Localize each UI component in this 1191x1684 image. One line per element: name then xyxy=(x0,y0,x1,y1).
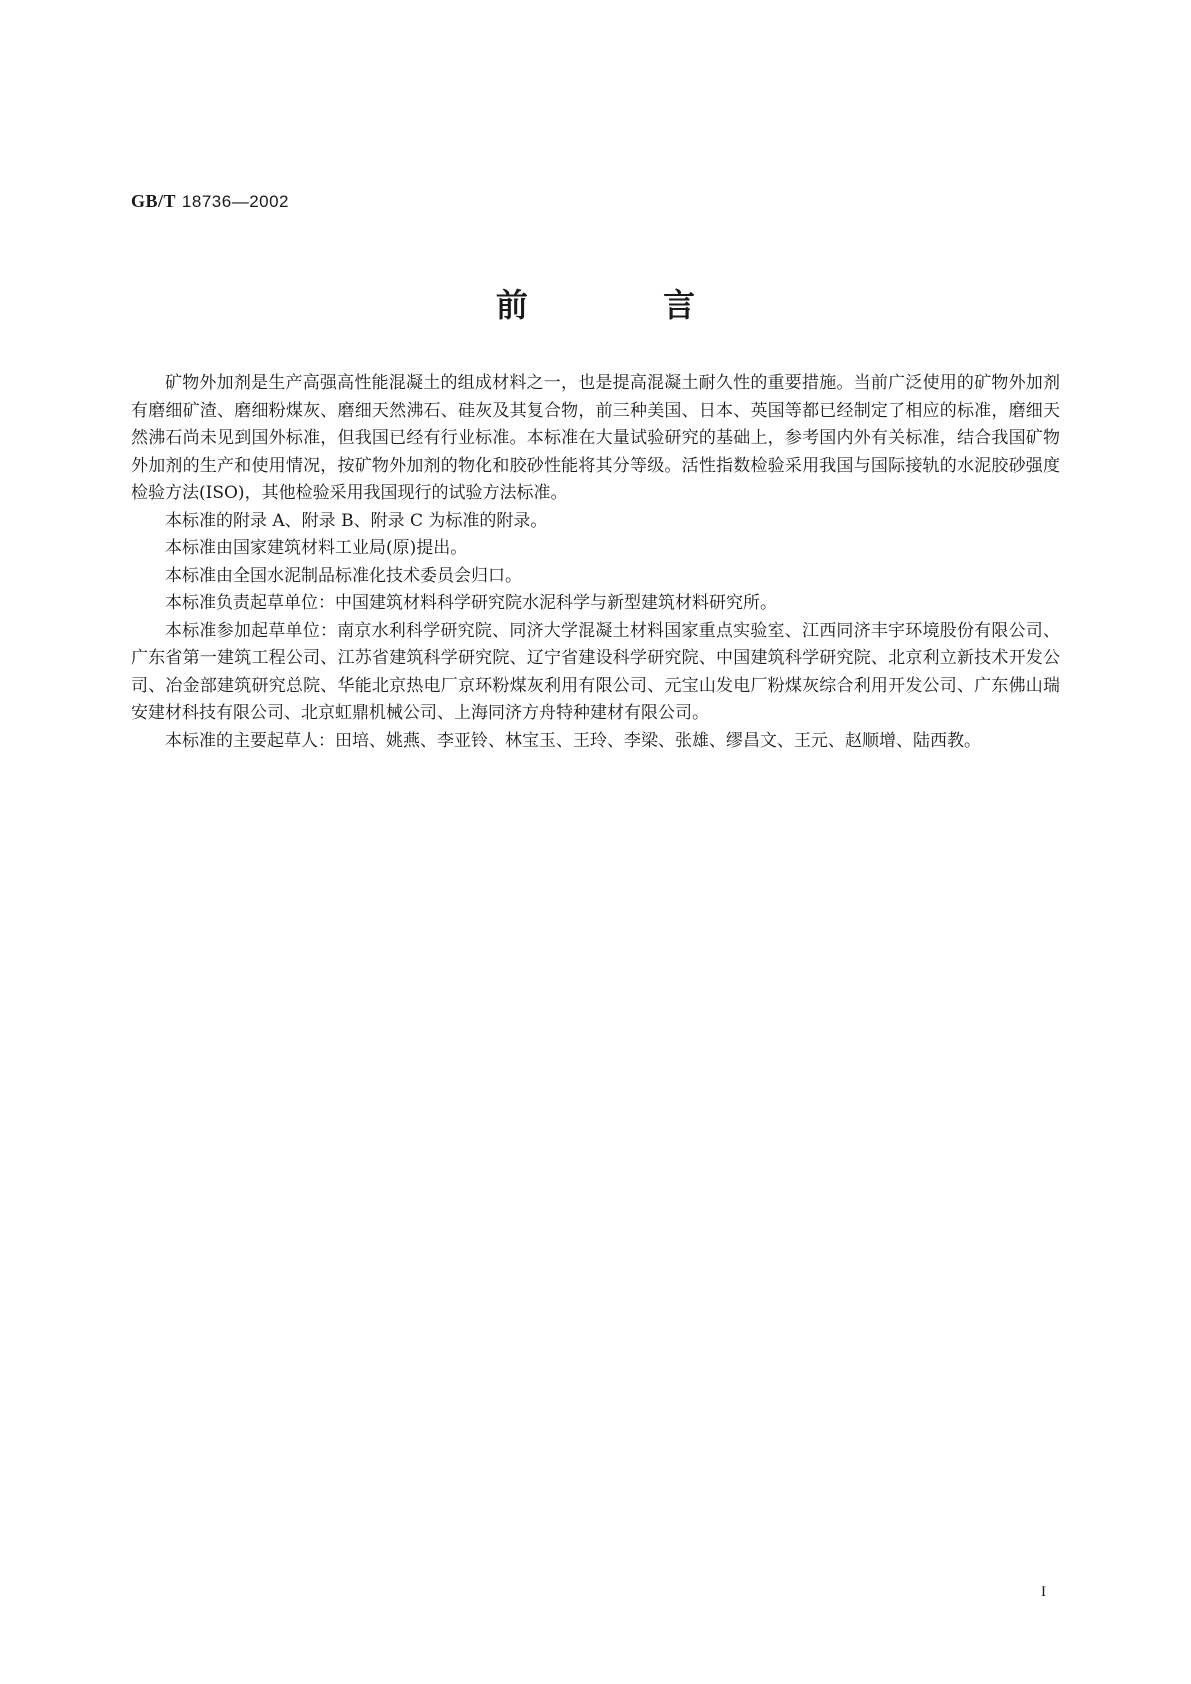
standard-number: 18736—2002 xyxy=(181,192,290,211)
paragraph-intro: 矿物外加剂是生产高强高性能混凝土的组成材料之一，也是提高混凝土耐久性的重要措施。当前广泛使用的矿物外加剂有磨细矿渣、磨细粉煤灰、磨细天然沸石、硅灰及其复合物，前三种美国、日本、英国等都已经制定了相应的标准，磨细天然沸石尚未见到国外标准，但我国已经有行业标准。本标准在大量试验研究的基础上，参考国内外有关标准，结合我国矿物外加剂的生产和使用情况，按矿物外加剂的物化和胶砂性能将其分等级。活性指数检验采用我国与国际接轨的水泥胶砂强度检验方法(ISO)，其他检验采用我国现行的试验方法标准。 xyxy=(131,373,1060,503)
paragraph-proposer: 本标准由国家建筑材料工业局(原)提出。 xyxy=(165,538,468,558)
paragraph-committee: 本标准由全国水泥制品标准化技术委员会归口。 xyxy=(165,565,522,586)
foreword-body xyxy=(131,370,1060,755)
page-number: I xyxy=(1041,1584,1046,1600)
paragraph-participating-units: 本标准参加起草单位：南京水利科学研究院、同济大学混凝土材料国家重点实验室、江西同济丰宇环境股份有限公司、广东省第一建筑工程公司、江苏省建筑科学研究院、辽宁省建设科学研究院、中国建筑科学研究院、北京利立新技术开发公司、冶金部建筑研究总院、华能北京热电厂京环粉煤灰利用有限公司、元宝山发电厂粉煤灰综合利用开发公司、广东佛山瑞安建材科技有限公司、北京虹鼎机械公司、上海同济方舟特种建材有限公司。 xyxy=(131,620,1060,723)
paragraph-main-drafters: 本标准的主要起草人：田培、姚燕、李亚铃、林宝玉、王玲、李梁、张雄、缪昌文、王元、赵顺增、陆西教。 xyxy=(165,730,981,751)
paragraph-lead-drafter: 本标准负责起草单位：中国建筑材料科学研究院水泥科学与新型建筑材料研究所。 xyxy=(165,593,777,613)
paragraph-appendix: 本标准的附录 A、附录 B、附录 C 为标准的附录。 xyxy=(165,510,548,531)
page-title: 前 言 xyxy=(495,286,758,324)
standard-code xyxy=(131,191,289,212)
standard-prefix: GB/T xyxy=(131,191,177,211)
